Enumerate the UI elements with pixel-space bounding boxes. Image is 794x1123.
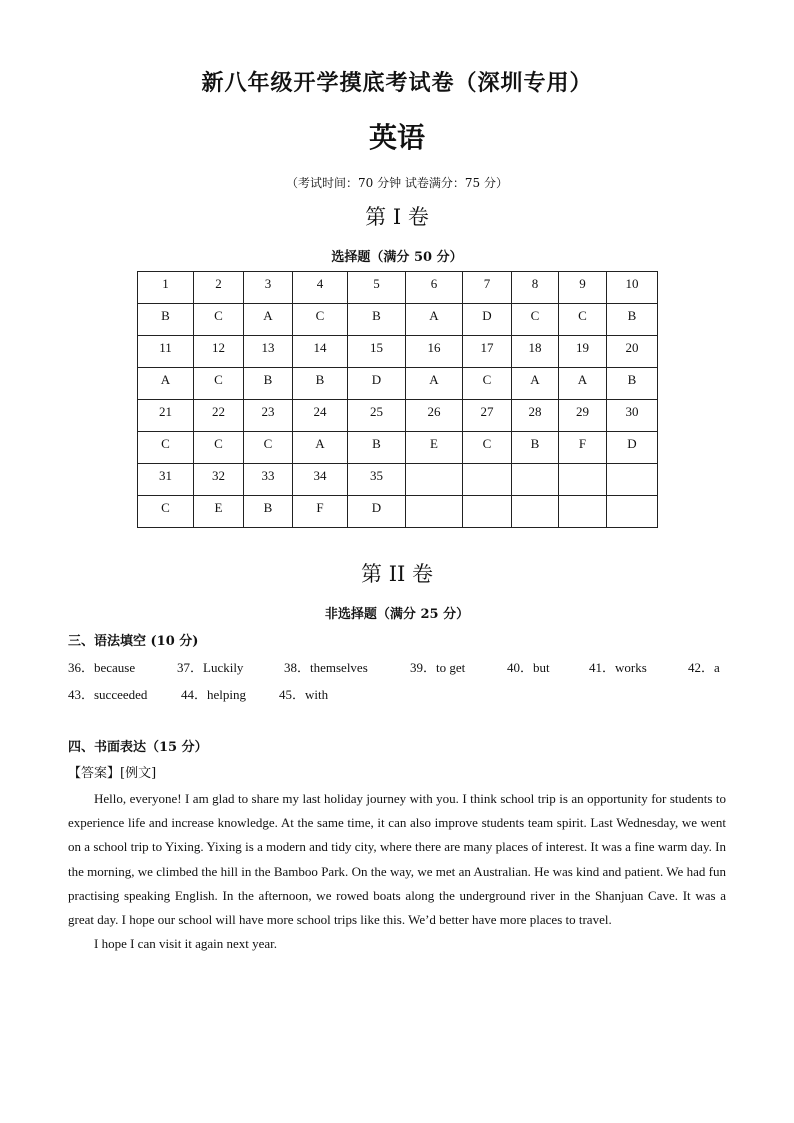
grammar-answer: 40．but xyxy=(507,660,550,675)
table-cell: B xyxy=(244,368,293,400)
answer-table-body xyxy=(138,272,658,528)
table-cell: 34 xyxy=(293,464,348,496)
table-cell: 4 xyxy=(293,272,348,304)
grammar-heading: 三、语法填空 (10 分) xyxy=(68,634,199,649)
grammar-answer: 44．helping xyxy=(181,687,246,702)
table-cell: 31 xyxy=(138,464,194,496)
table-cell: F xyxy=(559,432,607,464)
table-row xyxy=(138,432,658,464)
table-row xyxy=(138,272,658,304)
table-cell: C xyxy=(463,368,512,400)
table-cell: C xyxy=(194,368,244,400)
grammar-answer: 37．Luckily xyxy=(177,660,244,675)
table-cell: 18 xyxy=(512,336,559,368)
grammar-answer: 41．works xyxy=(589,660,647,675)
table-cell: B xyxy=(348,304,406,336)
grammar-answer: 45．with xyxy=(279,687,329,702)
table-cell xyxy=(559,464,607,496)
table-cell: B xyxy=(138,304,194,336)
table-cell: C xyxy=(463,432,512,464)
table-cell: 20 xyxy=(607,336,658,368)
table-cell: 11 xyxy=(138,336,194,368)
table-cell: 2 xyxy=(194,272,244,304)
grammar-answer: 38．themselves xyxy=(284,660,368,675)
table-cell: 32 xyxy=(194,464,244,496)
table-cell xyxy=(406,496,463,528)
table-row xyxy=(138,368,658,400)
table-cell: 5 xyxy=(348,272,406,304)
table-cell: C xyxy=(559,304,607,336)
table-cell: C xyxy=(194,432,244,464)
table-cell xyxy=(463,464,512,496)
table-cell: A xyxy=(406,304,463,336)
part2-title: 第 II 卷 xyxy=(361,562,433,586)
table-cell xyxy=(607,464,658,496)
table-cell: 3 xyxy=(244,272,293,304)
table-cell xyxy=(559,496,607,528)
table-cell: A xyxy=(406,368,463,400)
table-cell: A xyxy=(244,304,293,336)
table-cell: A xyxy=(293,432,348,464)
table-cell: A xyxy=(138,368,194,400)
table-cell: C xyxy=(138,432,194,464)
table-cell: 27 xyxy=(463,400,512,432)
table-cell: 15 xyxy=(348,336,406,368)
table-cell: B xyxy=(348,432,406,464)
table-cell: E xyxy=(194,496,244,528)
table-cell: A xyxy=(559,368,607,400)
table-cell xyxy=(406,464,463,496)
table-row xyxy=(138,304,658,336)
table-cell: 9 xyxy=(559,272,607,304)
table-cell: B xyxy=(607,304,658,336)
table-cell: D xyxy=(463,304,512,336)
table-cell: 35 xyxy=(348,464,406,496)
table-cell xyxy=(512,464,559,496)
grammar-answer: 42．a xyxy=(688,660,720,675)
table-cell: B xyxy=(607,368,658,400)
essay-paragraph: Hello, everyone! I am glad to share my last holiday journey with you. I think school trip is an opportunity for students to experience life and increase knowledge. At the same time, it can also improve students team spirit. Last Wednesday, we went on a school trip to Yixing. Yixing is a modern and tidy city, where there are many places of interest. It was a fine warm day. In the morning, we climbed the hill in the Bamboo Park. On the way, we met an Australian. He was kind and patient. We had fun practising speaking English. In the afternoon, we rowed boats along the underground river in the Shanjuan Cave. It was a great day. I hope our school will have more school trips like this. We’d better have more places to travel. xyxy=(68,791,726,928)
table-cell: C xyxy=(293,304,348,336)
table-cell: 24 xyxy=(293,400,348,432)
grammar-answer: 36．because xyxy=(68,660,136,675)
table-cell: 10 xyxy=(607,272,658,304)
table-cell: 22 xyxy=(194,400,244,432)
sample-essay xyxy=(68,787,726,956)
table-cell: 17 xyxy=(463,336,512,368)
table-cell: C xyxy=(194,304,244,336)
table-cell: D xyxy=(607,432,658,464)
table-row xyxy=(138,464,658,496)
grammar-answer: 39．to get xyxy=(410,660,466,675)
essay-paragraph: I hope I can visit it again next year. xyxy=(94,936,278,952)
table-cell: 21 xyxy=(138,400,194,432)
table-row xyxy=(138,336,658,368)
table-cell: 33 xyxy=(244,464,293,496)
table-cell: 13 xyxy=(244,336,293,368)
table-cell: B xyxy=(293,368,348,400)
table-cell: E xyxy=(406,432,463,464)
table-cell: 7 xyxy=(463,272,512,304)
table-cell: 25 xyxy=(348,400,406,432)
table-cell: 14 xyxy=(293,336,348,368)
table-cell: A xyxy=(512,368,559,400)
writing-heading: 四、书面表达（15 分） xyxy=(68,740,208,755)
table-cell: D xyxy=(348,368,406,400)
table-cell: 26 xyxy=(406,400,463,432)
table-cell: 23 xyxy=(244,400,293,432)
answer-table xyxy=(137,271,658,528)
part1-section: 选择题（满分 50 分） xyxy=(331,250,463,265)
table-cell: 1 xyxy=(138,272,194,304)
table-cell: D xyxy=(348,496,406,528)
document-title: 新八年级开学摸底考试卷（深圳专用） xyxy=(201,71,593,96)
table-cell: 8 xyxy=(512,272,559,304)
table-cell: B xyxy=(512,432,559,464)
table-cell: F xyxy=(293,496,348,528)
table-cell: B xyxy=(244,496,293,528)
table-cell: 16 xyxy=(406,336,463,368)
table-cell: 29 xyxy=(559,400,607,432)
table-cell: 12 xyxy=(194,336,244,368)
exam-meta: （考试时间：70 分钟 试卷满分：75 分） xyxy=(286,176,508,190)
table-row xyxy=(138,400,658,432)
table-cell: 30 xyxy=(607,400,658,432)
table-cell: C xyxy=(138,496,194,528)
table-cell xyxy=(463,496,512,528)
answer-tag: 【答案】[例文] xyxy=(68,766,157,781)
table-row xyxy=(138,496,658,528)
table-cell: C xyxy=(512,304,559,336)
part1-title: 第 I 卷 xyxy=(365,205,429,229)
table-cell: 6 xyxy=(406,272,463,304)
table-cell xyxy=(607,496,658,528)
table-cell: C xyxy=(244,432,293,464)
table-cell: 28 xyxy=(512,400,559,432)
subject-title: 英语 xyxy=(368,121,425,154)
table-cell xyxy=(512,496,559,528)
table-cell: 19 xyxy=(559,336,607,368)
grammar-answer: 43．succeeded xyxy=(68,687,148,702)
part2-section: 非选择题（满分 25 分） xyxy=(324,607,470,622)
